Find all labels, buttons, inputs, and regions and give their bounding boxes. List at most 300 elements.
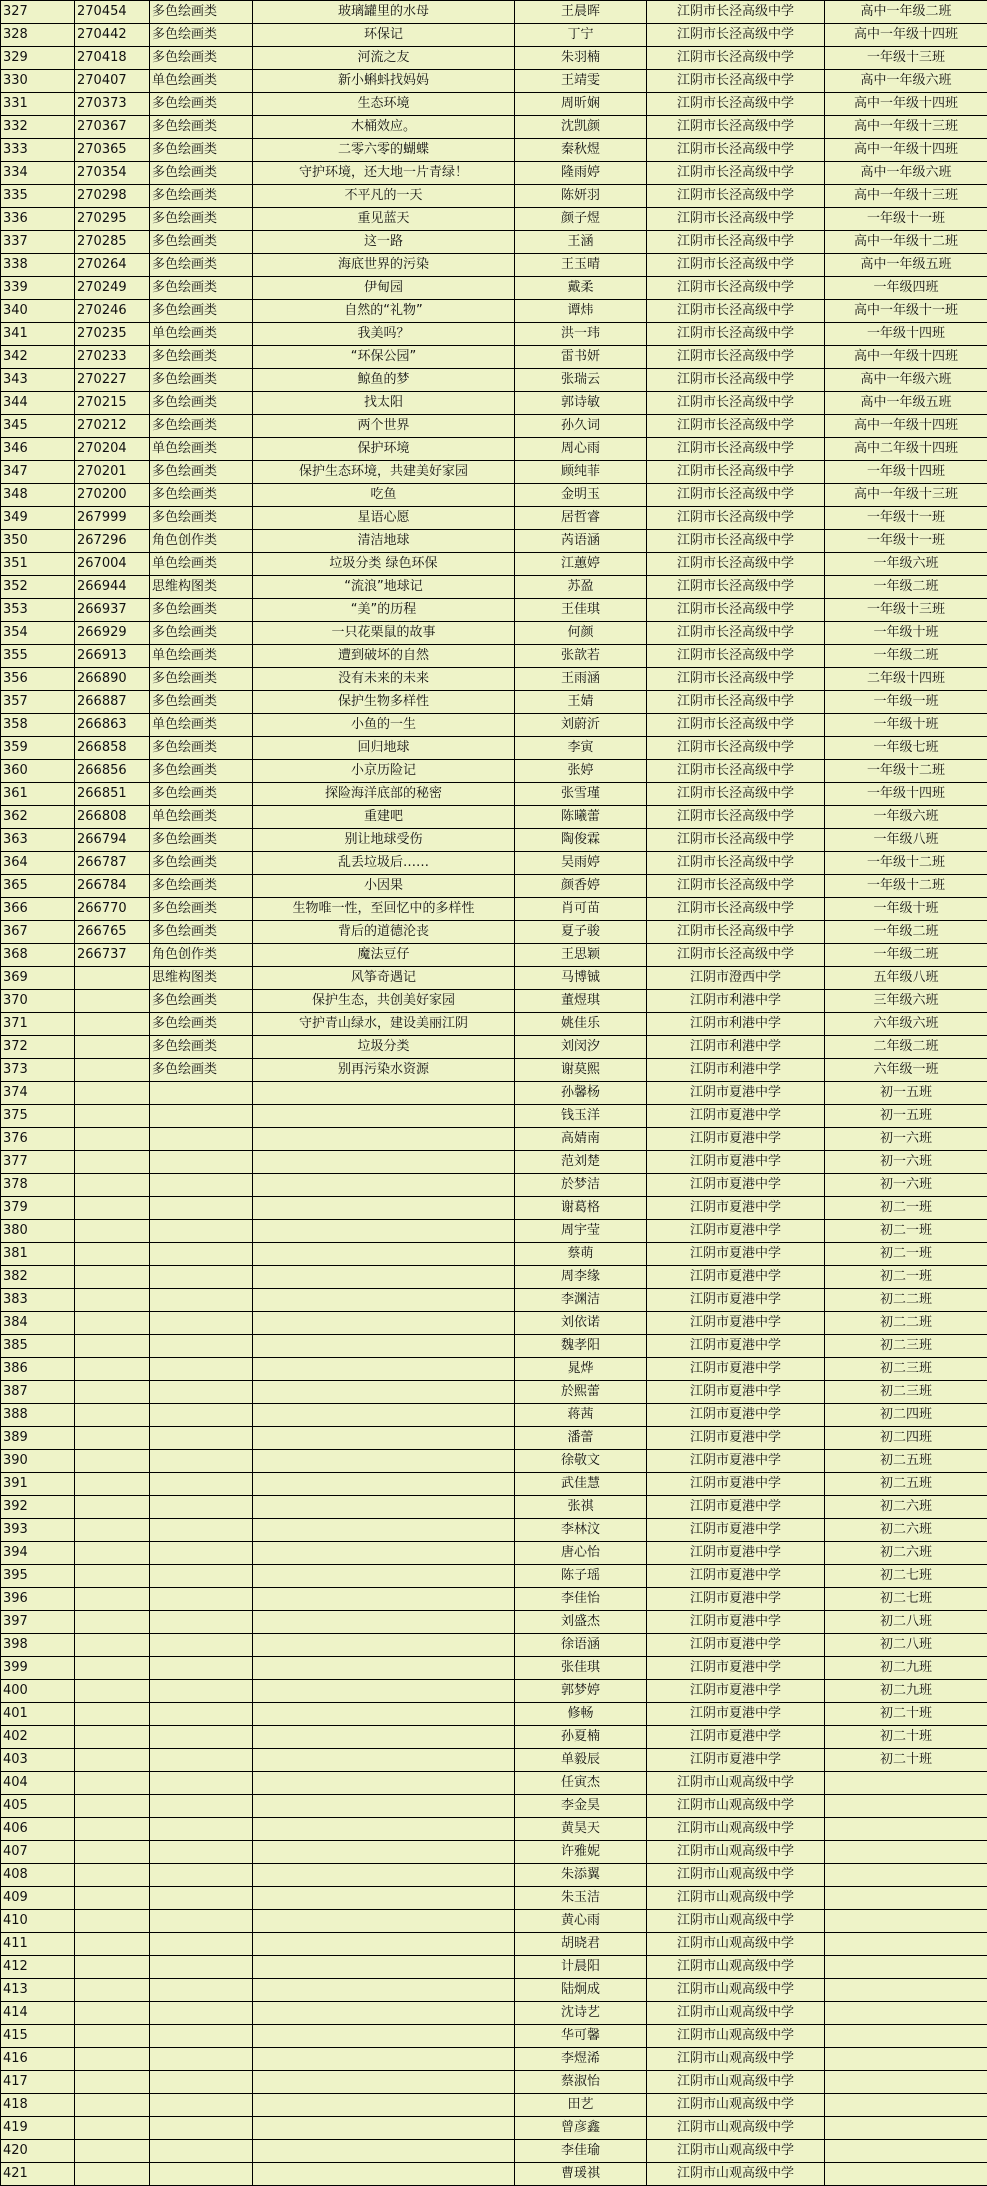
student-name-cell: 谢莫熙 [515, 1059, 647, 1082]
student-name-cell: 周心雨 [515, 438, 647, 461]
row-number-cell: 383 [1, 1289, 75, 1312]
table-row [1, 438, 987, 461]
table-row [1, 530, 987, 553]
category-cell [150, 1519, 253, 1542]
school-name-cell: 江阴市长泾高级中学 [647, 829, 825, 852]
work-id-cell [75, 2163, 150, 2186]
class-name-cell [825, 1772, 987, 1795]
class-name-cell: 一年级十四班 [825, 783, 987, 806]
work-title-cell [253, 1404, 515, 1427]
category-cell: 多色绘画类 [150, 599, 253, 622]
work-title-cell: 保护生物多样性 [253, 691, 515, 714]
work-id-cell [75, 1634, 150, 1657]
class-name-cell [825, 1818, 987, 1841]
student-name-cell: 王思颖 [515, 944, 647, 967]
class-name-cell: 高中一年级五班 [825, 392, 987, 415]
work-title-cell: 守护青山绿水，建设美丽江阴 [253, 1013, 515, 1036]
class-name-cell: 高中一年级十四班 [825, 415, 987, 438]
work-title-cell [253, 1841, 515, 1864]
category-cell [150, 1289, 253, 1312]
work-id-cell [75, 1795, 150, 1818]
work-id-cell: 270249 [75, 277, 150, 300]
table-row [1, 967, 987, 990]
work-title-cell [253, 1082, 515, 1105]
row-number-cell: 384 [1, 1312, 75, 1335]
table-row [1, 691, 987, 714]
table-row [1, 875, 987, 898]
student-name-cell: 陈子瑶 [515, 1565, 647, 1588]
student-name-cell: 王玉晴 [515, 254, 647, 277]
student-name-cell: 胡晓君 [515, 1933, 647, 1956]
school-name-cell: 江阴市长泾高级中学 [647, 576, 825, 599]
work-title-cell: 魔法豆仔 [253, 944, 515, 967]
work-id-cell: 270454 [75, 1, 150, 24]
school-name-cell: 江阴市夏港中学 [647, 1726, 825, 1749]
class-name-cell: 一年级一班 [825, 691, 987, 714]
class-name-cell: 一年级十班 [825, 622, 987, 645]
class-name-cell: 高中一年级五班 [825, 254, 987, 277]
work-title-cell [253, 1243, 515, 1266]
table-row [1, 1726, 987, 1749]
row-number-cell: 412 [1, 1956, 75, 1979]
work-title-cell [253, 1933, 515, 1956]
class-name-cell: 高中一年级二班 [825, 1, 987, 24]
class-name-cell: 高中一年级十四班 [825, 93, 987, 116]
student-name-cell: 计晨阳 [515, 1956, 647, 1979]
work-title-cell: 保护生态环境，共建美好家园 [253, 461, 515, 484]
school-name-cell: 江阴市长泾高级中学 [647, 599, 825, 622]
work-title-cell [253, 1473, 515, 1496]
work-title-cell [253, 1887, 515, 1910]
class-name-cell: 初二七班 [825, 1565, 987, 1588]
table-row [1, 1611, 987, 1634]
work-title-cell [253, 1450, 515, 1473]
work-id-cell [75, 1680, 150, 1703]
school-name-cell: 江阴市长泾高级中学 [647, 507, 825, 530]
category-cell: 多色绘画类 [150, 898, 253, 921]
student-name-cell: 刘闵汐 [515, 1036, 647, 1059]
category-cell: 多色绘画类 [150, 507, 253, 530]
category-cell: 单色绘画类 [150, 714, 253, 737]
row-number-cell: 339 [1, 277, 75, 300]
work-title-cell [253, 2071, 515, 2094]
class-name-cell: 初二一班 [825, 1243, 987, 1266]
table-row [1, 1243, 987, 1266]
work-id-cell [75, 1335, 150, 1358]
table-row [1, 2094, 987, 2117]
table-row [1, 1404, 987, 1427]
student-name-cell: 蒋茜 [515, 1404, 647, 1427]
table-row [1, 1864, 987, 1887]
class-name-cell [825, 2071, 987, 2094]
class-name-cell: 一年级六班 [825, 806, 987, 829]
class-name-cell: 一年级二班 [825, 944, 987, 967]
row-number-cell: 348 [1, 484, 75, 507]
row-number-cell: 332 [1, 116, 75, 139]
row-number-cell: 399 [1, 1657, 75, 1680]
school-name-cell: 江阴市长泾高级中学 [647, 875, 825, 898]
work-title-cell [253, 2163, 515, 2186]
row-number-cell: 390 [1, 1450, 75, 1473]
school-name-cell: 江阴市长泾高级中学 [647, 254, 825, 277]
work-id-cell [75, 1588, 150, 1611]
work-id-cell [75, 1450, 150, 1473]
category-cell [150, 2094, 253, 2117]
category-cell [150, 2002, 253, 2025]
work-id-cell: 266913 [75, 645, 150, 668]
category-cell [150, 1335, 253, 1358]
work-title-cell: 二零六零的蝴蝶 [253, 139, 515, 162]
school-name-cell: 江阴市长泾高级中学 [647, 806, 825, 829]
student-name-cell: 王婧 [515, 691, 647, 714]
row-number-cell: 340 [1, 300, 75, 323]
category-cell: 多色绘画类 [150, 691, 253, 714]
work-title-cell [253, 1864, 515, 1887]
row-number-cell: 369 [1, 967, 75, 990]
school-name-cell: 江阴市长泾高级中学 [647, 783, 825, 806]
row-number-cell: 344 [1, 392, 75, 415]
row-number-cell: 381 [1, 1243, 75, 1266]
work-title-cell [253, 1496, 515, 1519]
row-number-cell: 351 [1, 553, 75, 576]
table-row [1, 507, 987, 530]
row-number-cell: 382 [1, 1266, 75, 1289]
class-name-cell: 一年级十四班 [825, 461, 987, 484]
category-cell [150, 1864, 253, 1887]
table-row [1, 1657, 987, 1680]
row-number-cell: 420 [1, 2140, 75, 2163]
table-row [1, 1933, 987, 1956]
work-id-cell: 270373 [75, 93, 150, 116]
class-name-cell: 初二三班 [825, 1381, 987, 1404]
work-id-cell: 270295 [75, 208, 150, 231]
school-name-cell: 江阴市夏港中学 [647, 1105, 825, 1128]
work-title-cell [253, 1611, 515, 1634]
school-name-cell: 江阴市夏港中学 [647, 1450, 825, 1473]
category-cell: 多色绘画类 [150, 1, 253, 24]
student-name-cell: 周李缘 [515, 1266, 647, 1289]
table-row [1, 1358, 987, 1381]
class-name-cell: 初二六班 [825, 1519, 987, 1542]
class-name-cell: 五年级八班 [825, 967, 987, 990]
school-name-cell: 江阴市夏港中学 [647, 1220, 825, 1243]
student-name-cell: 芮语涵 [515, 530, 647, 553]
class-name-cell [825, 1795, 987, 1818]
student-name-cell: 王晨晖 [515, 1, 647, 24]
school-name-cell: 江阴市夏港中学 [647, 1703, 825, 1726]
work-id-cell [75, 1151, 150, 1174]
student-name-cell: 夏子骏 [515, 921, 647, 944]
school-name-cell: 江阴市山观高级中学 [647, 1933, 825, 1956]
school-name-cell: 江阴市山观高级中学 [647, 2025, 825, 2048]
row-number-cell: 379 [1, 1197, 75, 1220]
student-name-cell: 刘盛杰 [515, 1611, 647, 1634]
row-number-cell: 337 [1, 231, 75, 254]
work-title-cell: 伊甸园 [253, 277, 515, 300]
school-name-cell: 江阴市山观高级中学 [647, 1841, 825, 1864]
row-number-cell: 375 [1, 1105, 75, 1128]
student-name-cell: 朱羽楠 [515, 47, 647, 70]
work-id-cell [75, 1979, 150, 2002]
category-cell [150, 1381, 253, 1404]
work-title-cell: 新小蝌蚪找妈妈 [253, 70, 515, 93]
row-number-cell: 408 [1, 1864, 75, 1887]
class-name-cell: 三年级六班 [825, 990, 987, 1013]
category-cell: 多色绘画类 [150, 829, 253, 852]
row-number-cell: 402 [1, 1726, 75, 1749]
row-number-cell: 378 [1, 1174, 75, 1197]
row-number-cell: 349 [1, 507, 75, 530]
student-name-cell: 张雪瑾 [515, 783, 647, 806]
class-name-cell [825, 1956, 987, 1979]
category-cell [150, 1680, 253, 1703]
class-name-cell: 一年级六班 [825, 553, 987, 576]
class-name-cell: 初二九班 [825, 1680, 987, 1703]
category-cell: 思维构图类 [150, 576, 253, 599]
row-number-cell: 365 [1, 875, 75, 898]
work-title-cell: 生态环境 [253, 93, 515, 116]
table-row [1, 1818, 987, 1841]
work-id-cell [75, 1611, 150, 1634]
work-id-cell [75, 1059, 150, 1082]
table-row [1, 2117, 987, 2140]
class-name-cell: 一年级四班 [825, 277, 987, 300]
row-number-cell: 418 [1, 2094, 75, 2117]
work-title-cell: 小京历险记 [253, 760, 515, 783]
student-name-cell: 颜子煜 [515, 208, 647, 231]
row-number-cell: 404 [1, 1772, 75, 1795]
row-number-cell: 353 [1, 599, 75, 622]
category-cell [150, 1496, 253, 1519]
work-id-cell: 270418 [75, 47, 150, 70]
row-number-cell: 410 [1, 1910, 75, 1933]
category-cell [150, 2048, 253, 2071]
school-name-cell: 江阴市长泾高级中学 [647, 231, 825, 254]
category-cell: 多色绘画类 [150, 1059, 253, 1082]
category-cell: 多色绘画类 [150, 47, 253, 70]
student-name-cell: 王涵 [515, 231, 647, 254]
row-number-cell: 350 [1, 530, 75, 553]
school-name-cell: 江阴市长泾高级中学 [647, 139, 825, 162]
row-number-cell: 360 [1, 760, 75, 783]
class-name-cell [825, 1887, 987, 1910]
row-number-cell: 393 [1, 1519, 75, 1542]
student-name-cell: 郭诗敏 [515, 392, 647, 415]
work-id-cell [75, 1496, 150, 1519]
work-title-cell: “流浪”地球记 [253, 576, 515, 599]
school-name-cell: 江阴市长泾高级中学 [647, 415, 825, 438]
row-number-cell: 417 [1, 2071, 75, 2094]
student-name-cell: 陈曦蕾 [515, 806, 647, 829]
row-number-cell: 400 [1, 1680, 75, 1703]
row-number-cell: 352 [1, 576, 75, 599]
school-name-cell: 江阴市长泾高级中学 [647, 898, 825, 921]
school-name-cell: 江阴市夏港中学 [647, 1680, 825, 1703]
row-number-cell: 391 [1, 1473, 75, 1496]
work-id-cell: 267999 [75, 507, 150, 530]
table-row [1, 2071, 987, 2094]
student-name-cell: 徐敬文 [515, 1450, 647, 1473]
work-title-cell [253, 2048, 515, 2071]
work-id-cell [75, 2140, 150, 2163]
school-name-cell: 江阴市长泾高级中学 [647, 93, 825, 116]
table-row [1, 254, 987, 277]
row-number-cell: 409 [1, 1887, 75, 1910]
work-id-cell: 266863 [75, 714, 150, 737]
school-name-cell: 江阴市长泾高级中学 [647, 921, 825, 944]
table-row [1, 1979, 987, 2002]
work-title-cell: 玻璃罐里的水母 [253, 1, 515, 24]
row-number-cell: 407 [1, 1841, 75, 1864]
work-title-cell: 小因果 [253, 875, 515, 898]
work-id-cell [75, 1312, 150, 1335]
work-title-cell [253, 1335, 515, 1358]
work-id-cell [75, 1358, 150, 1381]
table-row [1, 461, 987, 484]
work-id-cell [75, 1910, 150, 1933]
category-cell: 多色绘画类 [150, 162, 253, 185]
work-id-cell: 266944 [75, 576, 150, 599]
class-name-cell: 高中一年级六班 [825, 162, 987, 185]
row-number-cell: 341 [1, 323, 75, 346]
table-row [1, 1128, 987, 1151]
work-id-cell [75, 2025, 150, 2048]
table-row [1, 599, 987, 622]
class-name-cell: 高中一年级十三班 [825, 116, 987, 139]
row-number-cell: 385 [1, 1335, 75, 1358]
work-id-cell [75, 1565, 150, 1588]
table-row [1, 1013, 987, 1036]
table-row [1, 323, 987, 346]
school-name-cell: 江阴市夏港中学 [647, 1082, 825, 1105]
class-name-cell: 初二九班 [825, 1657, 987, 1680]
class-name-cell: 一年级二班 [825, 576, 987, 599]
work-id-cell [75, 2117, 150, 2140]
category-cell [150, 1910, 253, 1933]
work-title-cell: 星语心愿 [253, 507, 515, 530]
work-title-cell [253, 2025, 515, 2048]
work-id-cell [75, 1243, 150, 1266]
work-id-cell: 266765 [75, 921, 150, 944]
work-title-cell [253, 1588, 515, 1611]
class-name-cell: 一年级十班 [825, 714, 987, 737]
row-number-cell: 367 [1, 921, 75, 944]
student-name-cell: 居哲睿 [515, 507, 647, 530]
work-id-cell [75, 1427, 150, 1450]
student-name-cell: 郭梦婷 [515, 1680, 647, 1703]
category-cell: 多色绘画类 [150, 231, 253, 254]
table-row [1, 1910, 987, 1933]
class-name-cell: 初二五班 [825, 1450, 987, 1473]
work-id-cell [75, 2071, 150, 2094]
student-name-cell: 孙久词 [515, 415, 647, 438]
work-title-cell [253, 1565, 515, 1588]
category-cell [150, 1611, 253, 1634]
student-name-cell: 潘蕾 [515, 1427, 647, 1450]
school-name-cell: 江阴市夏港中学 [647, 1358, 825, 1381]
work-title-cell: 别再污染水资源 [253, 1059, 515, 1082]
work-id-cell: 266890 [75, 668, 150, 691]
row-number-cell: 372 [1, 1036, 75, 1059]
student-name-cell: 李金昊 [515, 1795, 647, 1818]
table-row [1, 829, 987, 852]
table-row [1, 185, 987, 208]
work-id-cell: 266858 [75, 737, 150, 760]
work-title-cell: 清洁地球 [253, 530, 515, 553]
category-cell [150, 1565, 253, 1588]
school-name-cell: 江阴市利港中学 [647, 1059, 825, 1082]
table-row [1, 622, 987, 645]
category-cell: 单色绘画类 [150, 323, 253, 346]
student-name-cell: 华可馨 [515, 2025, 647, 2048]
row-number-cell: 330 [1, 70, 75, 93]
work-id-cell [75, 1036, 150, 1059]
table-row [1, 93, 987, 116]
category-cell [150, 1772, 253, 1795]
class-name-cell: 初二二班 [825, 1312, 987, 1335]
category-cell: 多色绘画类 [150, 93, 253, 116]
student-name-cell: 何颜 [515, 622, 647, 645]
table-row [1, 576, 987, 599]
row-number-cell: 411 [1, 1933, 75, 1956]
row-number-cell: 392 [1, 1496, 75, 1519]
row-number-cell: 359 [1, 737, 75, 760]
work-title-cell: 这一路 [253, 231, 515, 254]
school-name-cell: 江阴市长泾高级中学 [647, 737, 825, 760]
school-name-cell: 江阴市长泾高级中学 [647, 277, 825, 300]
work-id-cell [75, 1266, 150, 1289]
work-title-cell: 保护生态，共创美好家园 [253, 990, 515, 1013]
work-title-cell: 吃鱼 [253, 484, 515, 507]
work-title-cell [253, 1128, 515, 1151]
work-title-cell [253, 1312, 515, 1335]
work-id-cell [75, 1749, 150, 1772]
school-name-cell: 江阴市夏港中学 [647, 1151, 825, 1174]
school-name-cell: 江阴市长泾高级中学 [647, 162, 825, 185]
work-id-cell: 266737 [75, 944, 150, 967]
table-row [1, 783, 987, 806]
row-number-cell: 345 [1, 415, 75, 438]
table-row [1, 1565, 987, 1588]
work-id-cell [75, 1197, 150, 1220]
table-row [1, 1450, 987, 1473]
work-title-cell: 环保记 [253, 24, 515, 47]
category-cell [150, 1841, 253, 1864]
category-cell [150, 1197, 253, 1220]
table-row [1, 2140, 987, 2163]
school-name-cell: 江阴市山观高级中学 [647, 2071, 825, 2094]
school-name-cell: 江阴市长泾高级中学 [647, 944, 825, 967]
student-name-cell: 许雅妮 [515, 1841, 647, 1864]
category-cell: 多色绘画类 [150, 24, 253, 47]
student-name-cell: 谭炜 [515, 300, 647, 323]
class-name-cell: 一年级二班 [825, 645, 987, 668]
work-id-cell [75, 1473, 150, 1496]
work-title-cell [253, 1634, 515, 1657]
student-name-cell: 李渊洁 [515, 1289, 647, 1312]
row-number-cell: 395 [1, 1565, 75, 1588]
work-id-cell: 270407 [75, 70, 150, 93]
category-cell: 多色绘画类 [150, 392, 253, 415]
class-name-cell: 初一六班 [825, 1151, 987, 1174]
student-name-cell: 姚佳乐 [515, 1013, 647, 1036]
work-title-cell [253, 1979, 515, 2002]
class-name-cell: 一年级十四班 [825, 323, 987, 346]
row-number-cell: 380 [1, 1220, 75, 1243]
student-name-cell: 马博铖 [515, 967, 647, 990]
school-name-cell: 江阴市利港中学 [647, 990, 825, 1013]
work-id-cell [75, 1013, 150, 1036]
